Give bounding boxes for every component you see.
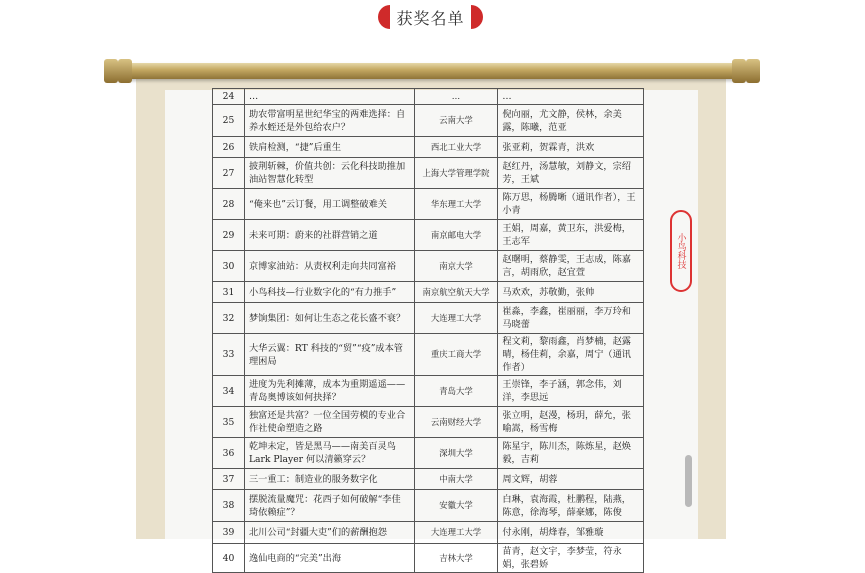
table-row — [213, 251, 644, 282]
author-list: 赵曙明，蔡静雯，王志成，陈嘉言，胡雨欣，赵宜萱 — [498, 251, 644, 282]
pill-left-cap — [378, 5, 390, 29]
table-row — [213, 407, 644, 438]
author-list: 马欢欢，苏敬勤，张帅 — [498, 282, 644, 303]
row-number: 40 — [213, 544, 245, 573]
pill-right-cap — [471, 5, 483, 29]
scroll-rod — [108, 63, 756, 79]
author-list: 赵红丹，汤慧敏，刘静文，宗绍芳，王斌 — [498, 158, 644, 189]
rod-knob-right-outer — [746, 59, 760, 83]
page-title: 获奖名单 — [396, 8, 465, 28]
school-name: … — [414, 89, 498, 105]
case-title: 未来可期：蔚来的社群营销之道 — [244, 220, 414, 251]
table-row — [213, 376, 644, 407]
rod-knob-left-inner — [118, 59, 132, 83]
row-number: 26 — [213, 137, 245, 158]
row-number: 37 — [213, 469, 245, 490]
table-row — [213, 158, 644, 189]
school-name: 安徽大学 — [414, 490, 498, 522]
school-name: 重庆工商大学 — [414, 334, 498, 376]
school-name: 南京大学 — [414, 251, 498, 282]
table-row — [213, 334, 644, 376]
author-list: 倪向丽，尤文静，侯林，余美露，陈曦，范亚 — [498, 105, 644, 137]
school-name: 上海大学管理学院 — [414, 158, 498, 189]
case-title: 摆脱流量魔咒：花西子如何破解“李佳琦依赖症”？ — [244, 490, 414, 522]
school-name: 大连理工大学 — [414, 303, 498, 334]
table-row — [213, 220, 644, 251]
row-number: 38 — [213, 490, 245, 522]
author-list: 王崇锋，李子涵，郭念伟，刘洋，李思远 — [498, 376, 644, 407]
row-number: 24 — [213, 89, 245, 105]
table-row — [213, 137, 644, 158]
school-name: 深圳大学 — [414, 438, 498, 469]
row-number: 30 — [213, 251, 245, 282]
school-name: 吉林大学 — [414, 544, 498, 573]
row-number: 32 — [213, 303, 245, 334]
case-title: 梦饷集团：如何让生态之花长盛不衰？ — [244, 303, 414, 334]
case-title: 铁肩检测，“捷”后重生 — [244, 137, 414, 158]
row-number: 33 — [213, 334, 245, 376]
case-title: 独富还是共富？一位全国劳模的专业合作社使命塑造之路 — [244, 407, 414, 438]
table-row — [213, 438, 644, 469]
author-list: 张立明，赵漫，杨玥，薛允，张喻嵩，杨雪梅 — [498, 407, 644, 438]
case-title: 助农带富明星世纪华宝的两难选择：自养水蛭还是外包给农户？ — [244, 105, 414, 137]
author-list: 王娟，周嘉，黄卫东，洪爱梅，王志军 — [498, 220, 644, 251]
row-number: 39 — [213, 522, 245, 544]
author-list: … — [498, 89, 644, 105]
school-name: 西北工业大学 — [414, 137, 498, 158]
author-list: 付永刚，胡烽春，邹雅璇 — [498, 522, 644, 544]
award-table — [212, 88, 644, 573]
case-title: 乾坤未定，皆是黑马——南美百灵鸟 Lark Player 何以清籁穿云？ — [244, 438, 414, 469]
school-name: 中南大学 — [414, 469, 498, 490]
row-number: 35 — [213, 407, 245, 438]
case-title: 三一重工：制造业的服务数字化 — [244, 469, 414, 490]
school-name: 青岛大学 — [414, 376, 498, 407]
case-title: 披荆斩棘，价值共创：云化科技助推加油站智慧化转型 — [244, 158, 414, 189]
table-row — [213, 282, 644, 303]
author-list: 周文辉，胡蓉 — [498, 469, 644, 490]
school-name: 南京邮电大学 — [414, 220, 498, 251]
table-row — [213, 303, 644, 334]
scrollbar-thumb[interactable] — [685, 455, 692, 507]
table-row — [213, 469, 644, 490]
case-title: 京博家油站：从责权利走向共同富裕 — [244, 251, 414, 282]
rod-knob-left-outer — [104, 59, 118, 83]
table-row — [213, 544, 644, 573]
author-list: 张亚莉，贺霖青，洪欢 — [498, 137, 644, 158]
case-title: 逸仙电商的“完美”出海 — [244, 544, 414, 573]
school-name: 大连理工大学 — [414, 522, 498, 544]
row-number: 36 — [213, 438, 245, 469]
row-number: 29 — [213, 220, 245, 251]
author-list: 崔淼，李鑫，崔丽丽，李万玲和马晓蕾 — [498, 303, 644, 334]
author-list: 陈万思，杨腾晰（通讯作者），王小青 — [498, 189, 644, 220]
table-row — [213, 189, 644, 220]
table-row — [213, 105, 644, 137]
case-title: 北川公司“封疆大吏”们的薪酬抱怨 — [244, 522, 414, 544]
case-title: 大华云翼：RT 科技的“贸”“疫”成本管理困局 — [244, 334, 414, 376]
case-title: … — [244, 89, 414, 105]
row-number: 31 — [213, 282, 245, 303]
author-list: 程文莉，黎雨鑫，肖梦楠，赵露晴，杨佳莉，余嘉，周宁（通讯作者） — [498, 334, 644, 376]
title-pill — [378, 4, 483, 30]
row-number: 34 — [213, 376, 245, 407]
case-title: “俺来也”云订餐，用工调整破难关 — [244, 189, 414, 220]
row-number: 27 — [213, 158, 245, 189]
author-list: 苗青，赵文宇，李梦莹，符永娟，张碧娇 — [498, 544, 644, 573]
row-number: 25 — [213, 105, 245, 137]
table-row — [213, 490, 644, 522]
school-name: 南京航空航天大学 — [414, 282, 498, 303]
author-list: 陈星宇，陈川杰，陈炼星，赵焕毅，吉莉 — [498, 438, 644, 469]
school-name: 云南大学 — [414, 105, 498, 137]
table-row — [213, 89, 644, 105]
table-row — [213, 522, 644, 544]
author-list: 白琳，袁海霞，杜鹏程，陆燕，陈意，徐海琴，薛豪娜，陈俊 — [498, 490, 644, 522]
case-title: 进度为先利摊薄，成本为重期遥遥——青岛奥博该如何抉择？ — [244, 376, 414, 407]
school-name: 华东理工大学 — [414, 189, 498, 220]
row-number: 28 — [213, 189, 245, 220]
rod-knob-right-inner — [732, 59, 746, 83]
case-title: 小鸟科技—行业数字化的“有力推手” — [244, 282, 414, 303]
school-name: 云南财经大学 — [414, 407, 498, 438]
stamp-text: 小鸟科技 — [675, 233, 686, 269]
